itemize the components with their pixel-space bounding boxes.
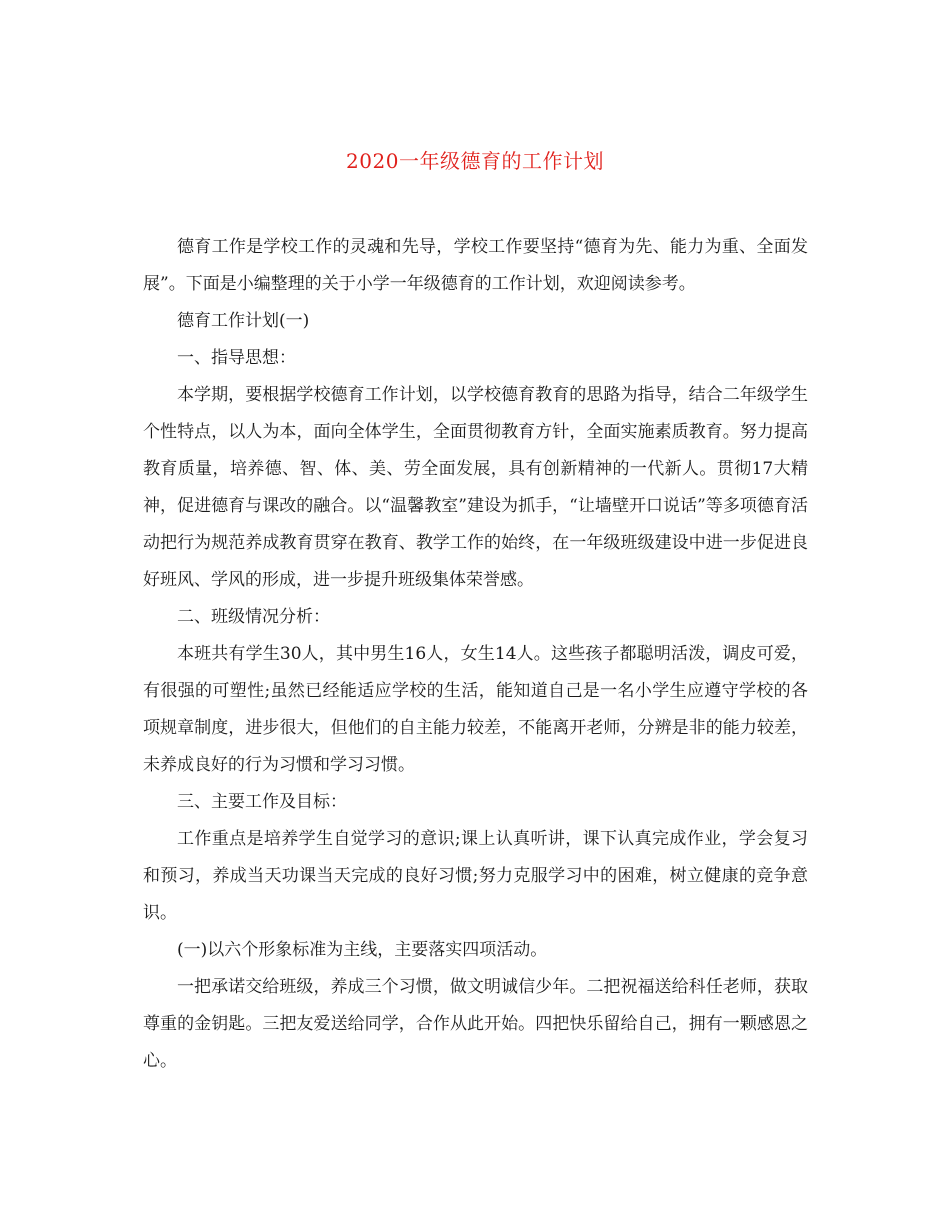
main-work-paragraph: 工作重点是培养学生自觉学习的意识;课上认真听讲，课下认真完成作业，学会复习和预习，养成当天功课当天完成的良好习惯;努力克服学习中的困难，树立健康的竞争意识。 bbox=[143, 829, 808, 923]
document-title: 2020一年级德育的工作计划 bbox=[346, 149, 604, 173]
section-heading-class-analysis: 二、班级情况分析： bbox=[177, 607, 330, 627]
plan-heading: 德育工作计划(一) bbox=[177, 311, 310, 331]
activities-paragraph: 一把承诺交给班级，养成三个习惯，做文明诚信少年。二把祝福送给科任老师，获取尊重的金钥匙。三把友爱送给同学，合作从此开始。四把快乐留给自己，拥有一颗感恩之心。 bbox=[143, 977, 808, 1071]
document-body bbox=[143, 229, 808, 1080]
section-heading-guiding-thought: 一、指导思想： bbox=[177, 348, 296, 368]
subsection-heading-activities: (一)以六个形象标准为主线，主要落实四项活动。 bbox=[177, 940, 548, 960]
intro-paragraph: 德育工作是学校工作的灵魂和先导，学校工作要坚持“德育为先、能力为重、全面发展”。下面是小编整理的关于小学一年级德育的工作计划，欢迎阅读参考。 bbox=[143, 237, 808, 294]
guiding-thought-paragraph: 本学期，要根据学校德育工作计划，以学校德育教育的思路为指导，结合二年级学生个性特点，以人为本，面向全体学生，全面贯彻教育方针，全面实施素质教育。努力提高教育质量，培养德、智、体、美、劳全面发展，具有创新精神的一代新人。贯彻17大精神，促进德育与课改的融合。以“温馨教室”建设为抓手，“让墙壁开口说话”等多项德育活动把行为规范养成教育贯穿在教育、教学工作的始终，在一年级班级建设中进一步促进良好班风、学风的形成，进一步提升班级集体荣誉感。 bbox=[143, 385, 808, 590]
class-analysis-paragraph: 本班共有学生30人，其中男生16人，女生14人。这些孩子都聪明活泼，调皮可爱，有很强的可塑性;虽然已经能适应学校的生活，能知道自己是一名小学生应遵守学校的各项规章制度，进步很大，但他们的自主能力较差，不能离开老师，分辨是非的能力较差，未养成良好的行为习惯和学习习惯。 bbox=[143, 644, 808, 775]
section-heading-main-work: 三、主要工作及目标： bbox=[177, 792, 347, 812]
